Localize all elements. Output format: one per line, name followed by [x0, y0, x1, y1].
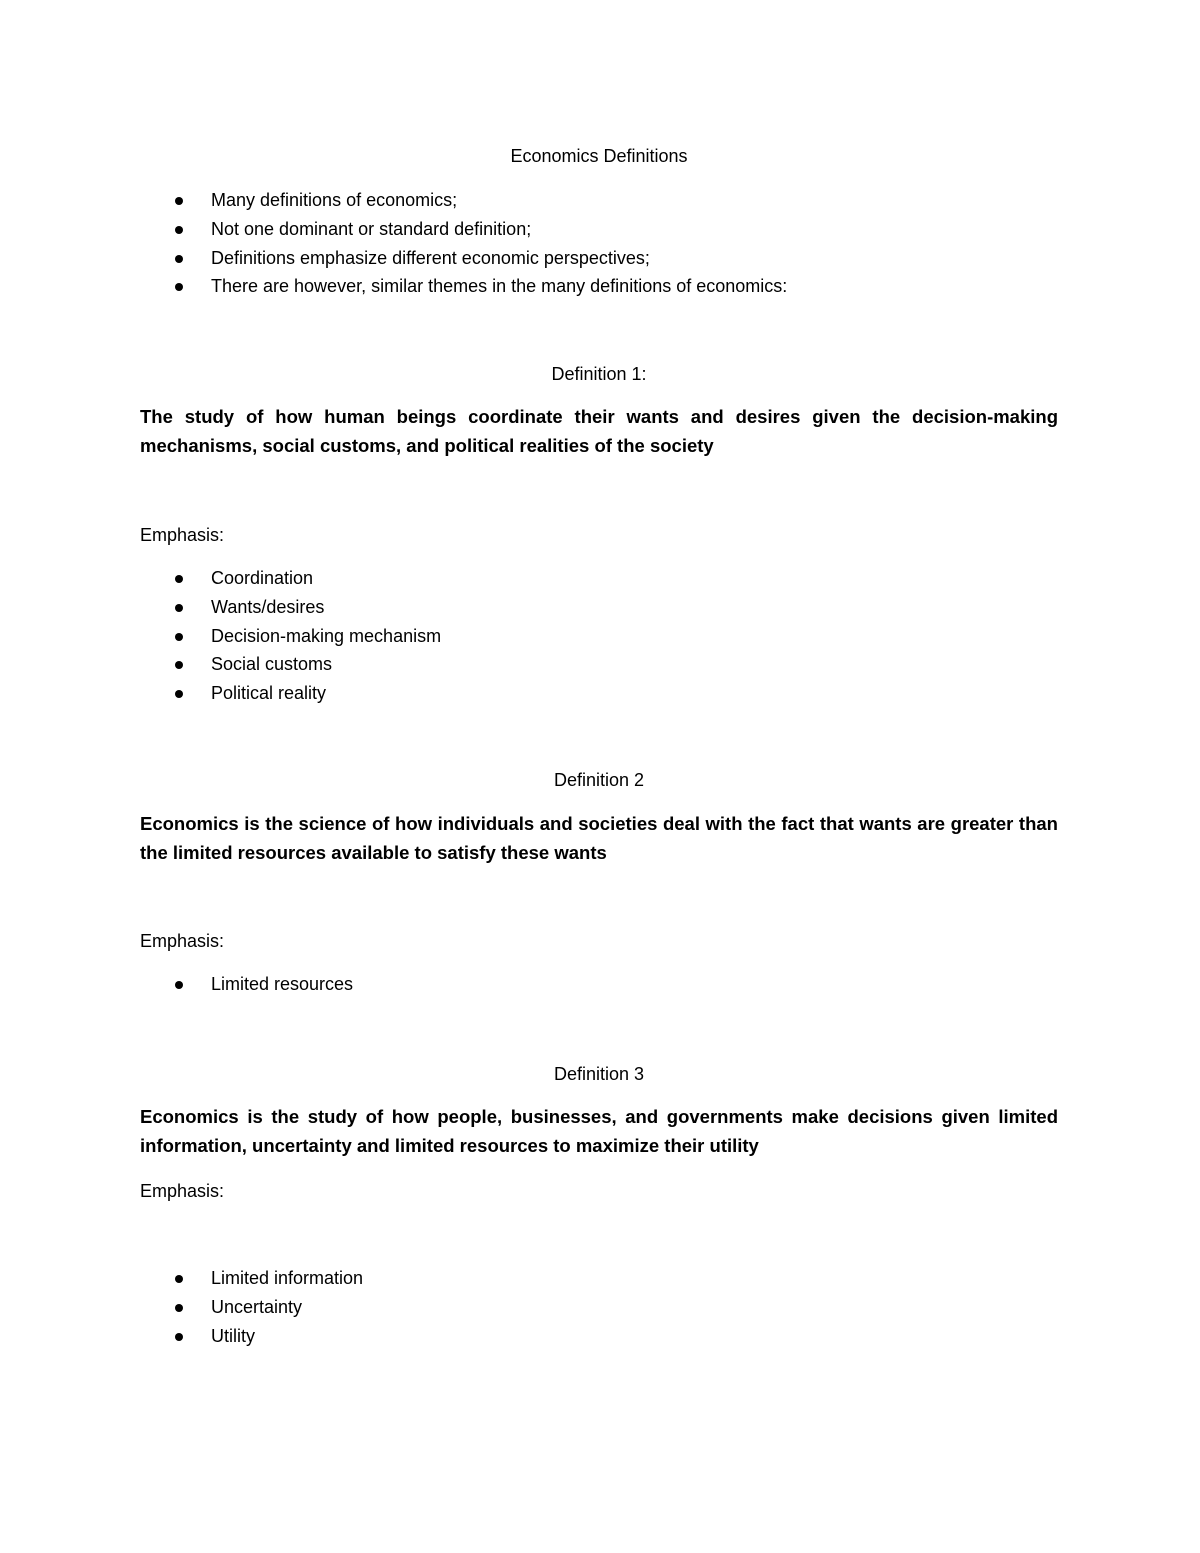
list-item	[140, 1322, 363, 1351]
bullet-icon	[175, 283, 183, 291]
definition-2-emphasis-list	[140, 970, 353, 999]
bullet-icon	[175, 604, 183, 612]
list-item	[140, 564, 441, 593]
page-title: Economics Definitions	[510, 146, 688, 166]
list-item-text: Social customs	[211, 654, 333, 675]
list-item	[140, 215, 787, 244]
list-item-text: Utility	[211, 1325, 255, 1346]
definition-1-emphasis-list	[140, 564, 441, 708]
list-item-text: Limited resources	[211, 974, 354, 994]
bullet-icon	[175, 1333, 183, 1341]
list-item	[140, 272, 787, 301]
definition-3-emphasis-list	[140, 1264, 363, 1350]
list-item	[140, 244, 787, 273]
list-item-text: Definitions emphasize different economic perspectives;	[211, 247, 650, 268]
list-item-text: Decision-making mechanism	[211, 625, 442, 646]
bullet-icon	[175, 255, 183, 263]
bullet-icon	[175, 575, 183, 583]
bullet-icon	[175, 690, 183, 698]
definition-1-heading: Definition 1:	[551, 364, 647, 384]
list-item-text: Wants/desires	[211, 596, 325, 617]
list-item-text: Not one dominant or standard definition;	[211, 218, 532, 239]
list-item	[140, 186, 787, 215]
definition-3-heading: Definition 3	[553, 1064, 645, 1084]
list-item-text: Many definitions of economics;	[211, 190, 458, 210]
list-item	[140, 1293, 363, 1322]
definition-3-text: Economics is the study of how people, businesses, and governments make decisions given limited information, uncertainty and limited resources to maximize their utility	[140, 1106, 1058, 1156]
definition-2-text: Economics is the science of how individuals and societies deal with the fact that wants are greater than the limited resources available to satisfy these wants	[140, 813, 1058, 863]
list-item	[140, 679, 441, 708]
intro-bullet-list	[140, 186, 787, 301]
bullet-icon	[175, 197, 183, 205]
bullet-icon	[175, 1304, 183, 1312]
list-item	[140, 593, 441, 622]
list-item-text: Coordination	[211, 568, 314, 588]
list-item	[140, 970, 353, 999]
definition-1-text: The study of how human beings coordinate their wants and desires given the decision-making mechanisms, social customs, and political realities of the society	[140, 406, 1058, 456]
list-item-text: Uncertainty	[211, 1296, 303, 1317]
definition-3-emphasis-label: Emphasis:	[140, 1181, 225, 1201]
bullet-icon	[175, 226, 183, 234]
bullet-icon	[175, 1275, 183, 1283]
list-item	[140, 1264, 363, 1293]
definition-1-emphasis-label: Emphasis:	[140, 525, 225, 545]
bullet-icon	[175, 661, 183, 669]
definition-2-heading: Definition 2	[553, 770, 645, 790]
bullet-icon	[175, 981, 183, 989]
bullet-icon	[175, 633, 183, 641]
list-item	[140, 622, 441, 651]
list-item-text: There are however, similar themes in the many definitions of economics:	[211, 276, 788, 297]
list-item-text: Limited information	[211, 1268, 364, 1288]
definition-2-emphasis-label: Emphasis:	[140, 931, 225, 951]
list-item	[140, 650, 441, 679]
list-item-text: Political reality	[211, 683, 327, 704]
